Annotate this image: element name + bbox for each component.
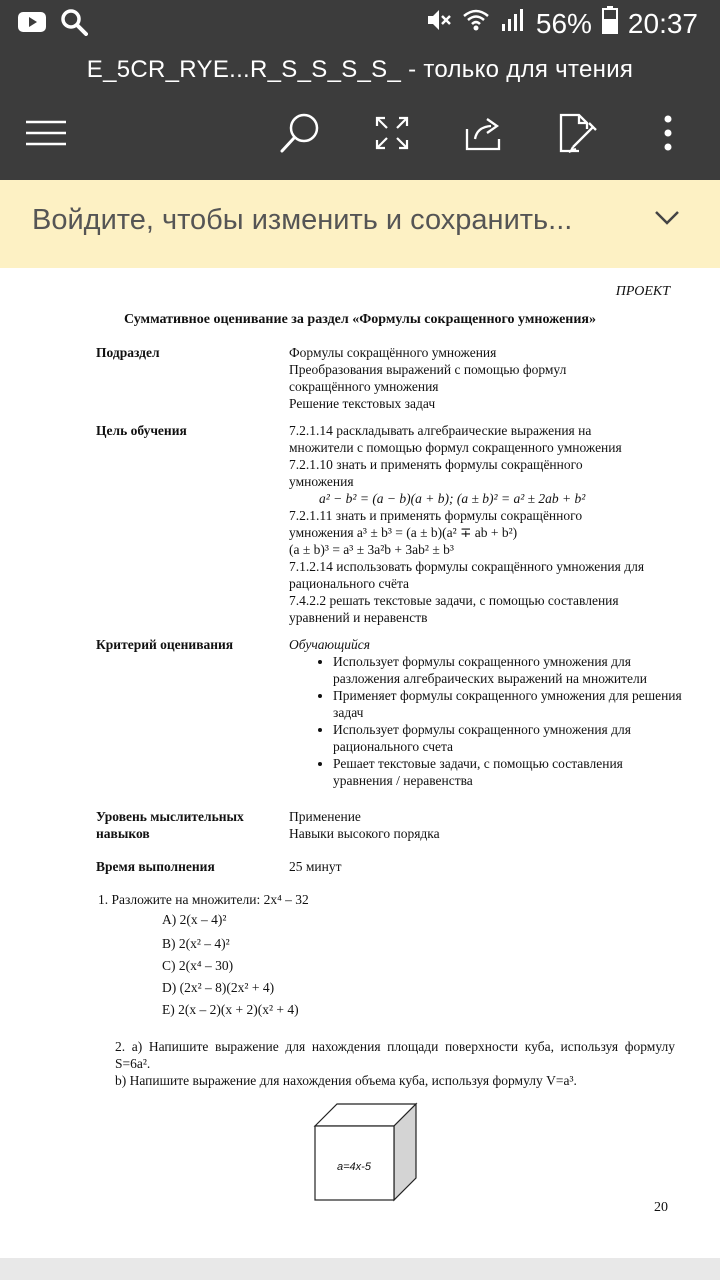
signal-icon bbox=[500, 7, 526, 40]
option-c: C) 2(x⁴ – 30) bbox=[162, 958, 234, 973]
share-button[interactable] bbox=[454, 110, 514, 160]
battery-percent: 56% bbox=[535, 7, 592, 39]
thinking-value: Применение Навыки высокого порядка bbox=[289, 809, 440, 841]
youtube-icon bbox=[18, 12, 46, 37]
doc-heading: Суммативное оценивание за раздел «Формулы сокращенного умножения» bbox=[123, 312, 596, 327]
cube-label: a=4x-5 bbox=[337, 1161, 371, 1173]
question-2a: 2. а) Напишите выражение для нахождения площади поверхности куба, используя формулу S=6a². bbox=[115, 1039, 675, 1071]
formula-squares: a² − b² = (a − b)(a + b); (a ± b)² = a² ± 2ab + b² bbox=[319, 491, 586, 506]
bottom-strip bbox=[0, 1258, 720, 1280]
cube-diagram bbox=[312, 1102, 422, 1207]
goal-label: Цель обучения bbox=[96, 423, 187, 438]
project-label: ПРОЕКТ bbox=[615, 284, 670, 299]
mute-icon bbox=[426, 7, 452, 40]
search-button[interactable] bbox=[270, 110, 330, 160]
list-item: • Использует формулы сокращенного умножения для разложения алгебраических выражений на множители bbox=[333, 653, 684, 687]
subsection-value: Формулы сокращённого умножения Преобразования выражений с помощью формул сокращённого умножения Решение текстовых задач bbox=[289, 345, 567, 411]
search-icon bbox=[60, 8, 88, 41]
time-value: 25 минут bbox=[289, 859, 342, 874]
option-d: D) (2x² – 8)(2x² + 4) bbox=[162, 980, 275, 995]
criteria-label: Критерий оценивания bbox=[96, 637, 234, 652]
criteria-value: Обучающийся • Использует формулы сокращенного умножения для разложения алгебраических выражений на множители • Применяет формулы сокращенного умножения для решения задач • Использует формулы сокращенного умножения для рационального счета • Решает текстовые задачи, с помощью составления уравнения / неравенства bbox=[289, 636, 684, 789]
edit-icon bbox=[559, 113, 597, 158]
signin-banner[interactable] bbox=[0, 180, 720, 268]
wifi-icon bbox=[462, 7, 490, 40]
signin-prompt[interactable]: Войдите, чтобы изменить и сохранить... bbox=[32, 204, 573, 236]
menu-button[interactable] bbox=[16, 110, 76, 160]
goal-value: 7.2.1.14 раскладывать алгебраические выражения на множители с помощью формул сокращенного умножения 7.2.1.10 знать и применять формулы сокращённого умножения a² − b² = (a − b)(a + b); (a ± b)² = a² ± 2ab + b² 7.2.1.11 знать и применять формулы сокращённого умножения a³ ± b³ = (a ± b)(a² ∓ ab + b²) (a ± b)³ = a³ ± 3a²b + 3ab² ± b³ 7.1.2.14 использовать формулы сокращённого умножения для рационального счёта 7.4.2.2 решать текстовые задачи, с помощью составления уравнений и неравенств bbox=[289, 422, 684, 626]
share-icon bbox=[465, 115, 503, 156]
app-header bbox=[0, 48, 720, 180]
list-item: • Использует формулы сокращенного умножения для рационального счета bbox=[333, 721, 684, 755]
thinking-label: Уровень мыслительных навыков bbox=[96, 809, 244, 841]
battery-icon bbox=[602, 6, 618, 41]
question-1-text: 1. Разложите на множители: 2x⁴ – 32 bbox=[98, 892, 309, 907]
search-icon bbox=[279, 112, 321, 159]
option-b: B) 2(x² – 4)² bbox=[162, 936, 230, 951]
page-number: 20 bbox=[654, 1200, 668, 1215]
question-2b: b) Напишите выражение для нахождения объема куба, используя формулу V=a³. bbox=[115, 1073, 577, 1088]
question-1 bbox=[98, 892, 658, 1017]
expand-icon bbox=[375, 116, 409, 155]
clock: 20:37 bbox=[627, 7, 698, 39]
more-options-button[interactable] bbox=[638, 110, 698, 160]
formula-cubes: (a ± b)³ = a³ ± 3a²b + 3ab² ± b³ bbox=[289, 542, 454, 557]
option-e: E) 2(x – 2)(x + 2)(x² + 4) bbox=[162, 1002, 299, 1017]
fullscreen-button[interactable] bbox=[362, 110, 422, 160]
question-2 bbox=[115, 1038, 675, 1089]
document-page bbox=[0, 268, 720, 1258]
subsection-label: Подраздел bbox=[96, 345, 160, 360]
status-bar bbox=[0, 0, 720, 48]
menu-icon bbox=[26, 120, 66, 151]
edit-button[interactable] bbox=[548, 110, 608, 160]
chevron-down-icon[interactable] bbox=[654, 210, 680, 231]
list-item: • Применяет формулы сокращенного умножения для решения задач bbox=[333, 687, 684, 721]
criteria-list bbox=[289, 653, 684, 789]
time-label: Время выполнения bbox=[96, 859, 215, 874]
more-icon bbox=[663, 115, 673, 156]
list-item: • Решает текстовые задачи, с помощью составления уравнения / неравенства bbox=[333, 755, 684, 789]
option-a: A) 2(x – 4)² bbox=[162, 912, 227, 927]
document-title: E_5CR_RYE...R_S_S_S_S_ - только для чтения bbox=[86, 56, 634, 83]
